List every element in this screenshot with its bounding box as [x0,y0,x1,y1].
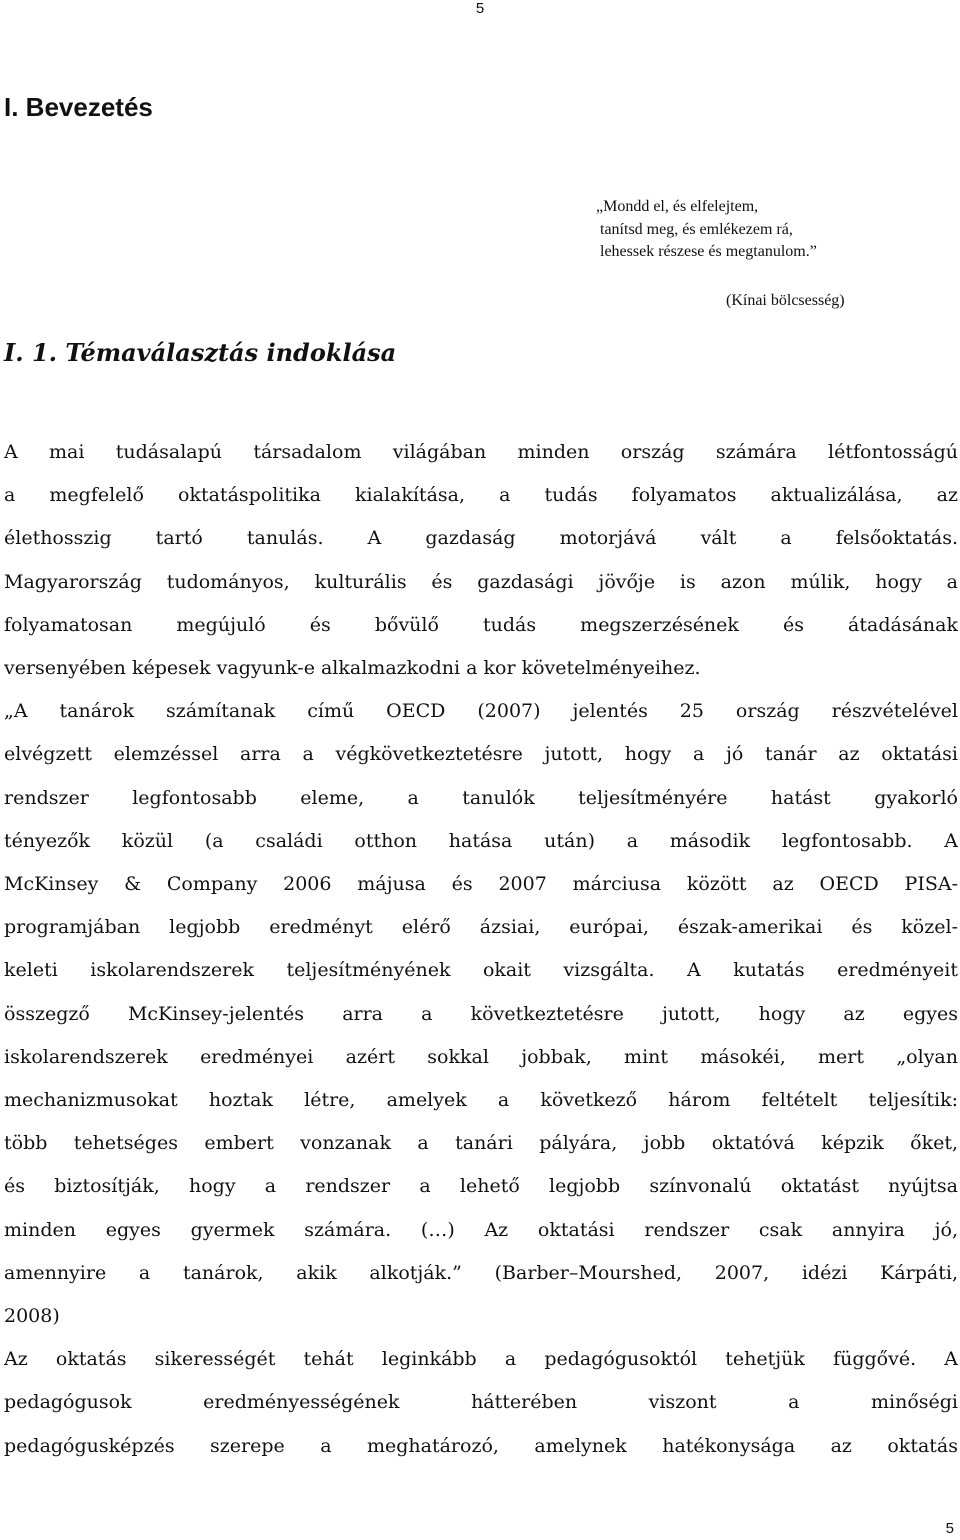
body-line: McKinsey & Company 2006 májusa és 2007 márciusa között az OECD PISA- [4,873,958,896]
body-line: rendszer legfontosabb eleme, a tanulók teljesítményére hatást gyakorló [4,786,958,809]
motto-quote [596,196,936,264]
motto-source: (Kínai bölcsesség) [726,292,845,309]
body-line: „A tanárok számítanak című OECD (2007) jelentés 25 ország részvételével [4,700,958,723]
body-line: Magyarország tudományos, kulturális és gazdasági jövője is azon múlik, hogy a [4,570,958,593]
body-line: összegző McKinsey-jelentés arra a következtetésre jutott, hogy az egyes [4,1002,958,1025]
body-line: 2008) [4,1305,60,1328]
section-heading: I. 1. Témaválasztás indoklása [4,338,397,367]
body-line: pedagógusok eredményességének hátterében viszont a minőségi [4,1391,958,1414]
chapter-heading: I. Bevezetés [4,92,153,122]
body-line: folyamatosan megújuló és bővülő tudás megszerzésének és átadásának [4,613,958,636]
body-line: keleti iskolarendszerek teljesítményének okait vizsgálta. A kutatás eredményeit [4,959,958,982]
body-line: minden egyes gyermek számára. (…) Az oktatási rendszer csak annyira jó, [4,1218,958,1241]
body-line: és biztosítják, hogy a rendszer a lehető legjobb színvonalú oktatást nyújtsa [4,1175,958,1198]
body-line: Az oktatás sikerességét tehát leginkább a pedagógusoktól tehetjük függővé. A [4,1348,958,1371]
body-line: amennyire a tanárok, akik alkotják.” (Barber–Mourshed, 2007, idézi Kárpáti, [4,1261,958,1284]
motto-line: „Mondd el, és elfelejtem, [596,198,759,215]
motto-line: lehessek részese és megtanulom.” [600,243,817,260]
body-line: A mai tudásalapú társadalom világában minden ország számára létfontosságú [4,441,958,463]
body-line: versenyében képesek vagyunk-e alkalmazkodni a kor követelményeihez. [4,657,701,680]
body-line: tényezők közül (a családi otthon hatása után) a második legfontosabb. A [4,829,958,852]
motto-line: tanítsd meg, és emlékezem rá, [600,220,793,238]
body-line: a megfelelő oktatáspolitika kialakítása, a tudás folyamatos aktualizálása, az [4,484,958,507]
body-line: pedagógusképzés szerepe a meghatározó, amelynek hatékonysága az oktatás [4,1434,958,1457]
body-line: élethosszig tartó tanulás. A gazdaság motorjává vált a felsőoktatás. [4,527,958,550]
body-line: elvégzett elemzéssel arra a végkövetkeztetésre jutott, hogy a jó tanár az oktatási [4,743,958,766]
body-line: több tehetséges embert vonzanak a tanári pályára, jobb oktatóvá képzik őket, [4,1132,958,1155]
page-number-top: 5 [475,0,485,17]
body-text [4,431,958,1468]
body-line: programjában legjobb eredményt elérő ázsiai, európai, észak-amerikai és közel- [4,916,958,939]
body-line: iskolarendszerek eredményei azért sokkal jobbak, mint másokéi, mert „olyan [4,1045,958,1068]
page-number-bottom: 5 [945,1520,954,1537]
body-line: mechanizmusokat hoztak létre, amelyek a következő három feltételt teljesítik: [4,1089,958,1112]
